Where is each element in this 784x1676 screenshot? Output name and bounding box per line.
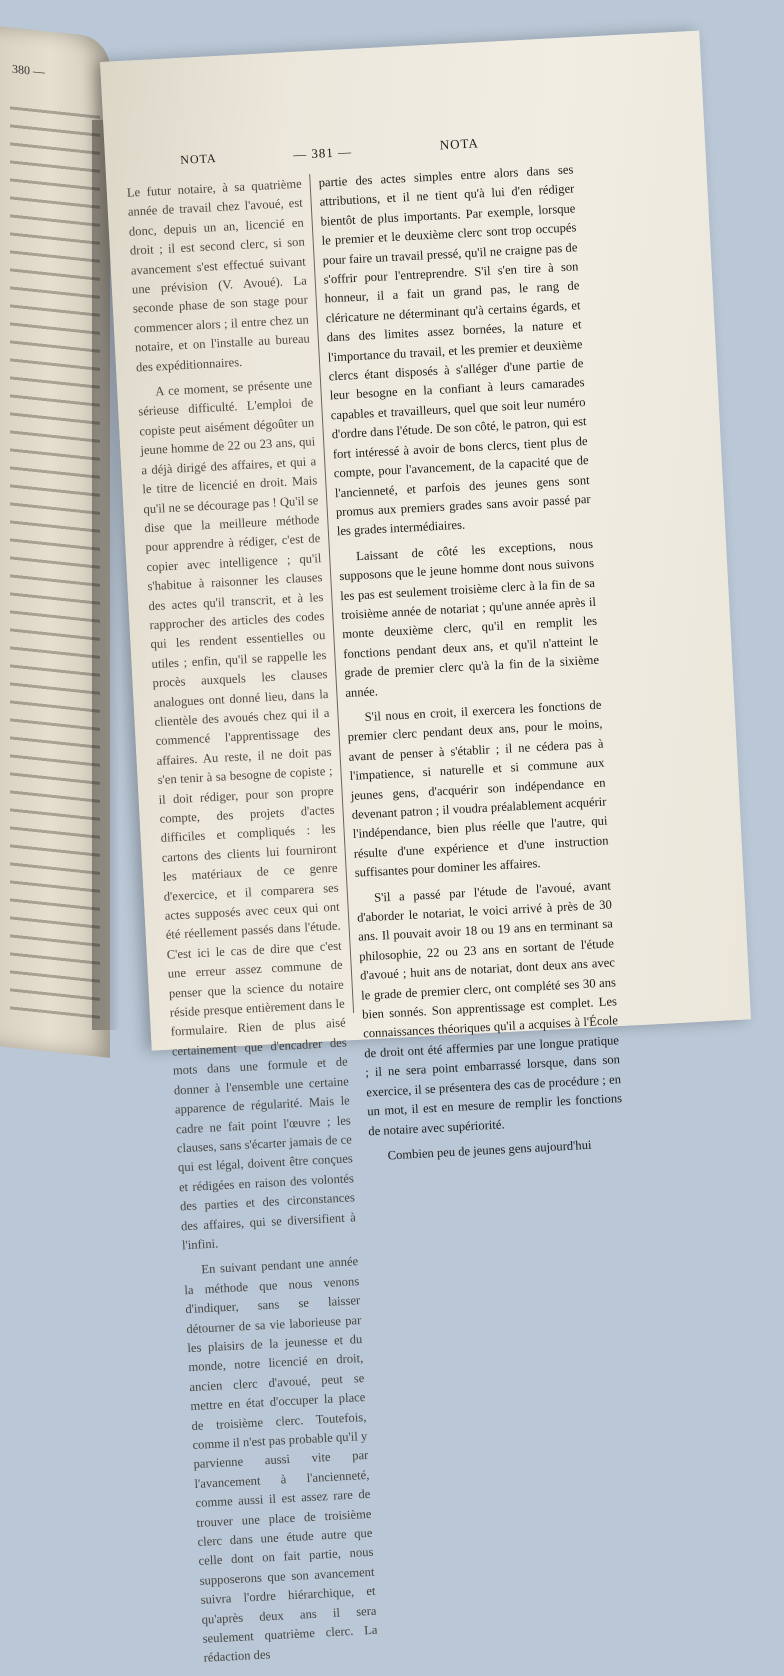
header-left: NOTA [179,151,217,167]
right-paragraph: Laissant de côté les exceptions, nous supposons que le jeune homme dont nous suivons les pas est seulement troisième clerc à la fin de sa troisième année de notariat ; qu'une année après il monte deuxième clerc, qu'il en remplit les fonctions pendant deux ans, et qu'il n'atteint le grade de premier clerc qu'à la fin de la sixième année. [338,536,600,700]
left-paragraph: En suivant pendant une année la méthode que nous venons d'indiquer, sans se laisser détourner de sa vie laborieuse par les plaisirs de la jeunesse et du monde, notre licencié en droit, ancien clerc d'avoué, peut se mettre en état d'occuper la place de troisième clerc. Toutefois, comme il n'est pas probable qu'il y parvienne aussi vite par l'avancement à l'ancienneté, comme aussi il est assez rare de trouver une place de troisième clerc dans une étude autre que celle dont on fait partie, nous supposerons que son avancement suivra l'ordre hiérarchique, et qu'après deux ans il sera seulement quatrième clerc. La rédaction des [184,1254,378,1666]
right-paragraph: partie des actes simples entre alors dans ses attributions, et il ne tient qu'à lui d'en rédiger bientôt de plus importants. Par exemple, lorsque le premier et le deuxième clerc sont trop occupés pour faire un travail pressé, qu'il ne craigne pas de s'offrir pour l'entreprendre. S'il s'en tire à son honneur, il a fait un grand pas, le rang de cléricature ne déterminant qu'à certains égards, et dans des limites assez bornées, la nature et l'importance du travail, et les premier et deuxième clercs étant disposés à s'alléger d'une partie de leur besogne en la confiant à leurs camarades capables et travailleurs, quel que soit leur numéro d'ordre dans l'étude. De son côté, le patron, qui est fort intéressé à avoir de bons clercs, tient plus de compte, pour l'avancement, de la capacité que de l'ancienneté, et parfois des jeunes gens sont promus aux premiers grades sans avoir passé par les grades intermédiaires. [318,162,591,539]
right-column [318,160,625,1172]
header-right: NOTA [439,135,480,153]
left-paragraph: A ce moment, se présente une sérieuse difficulté. L'emploi de copiste peut aisément dégoûter un jeune homme de 22 ou 23 ans, qui a déjà dirigé des affaires, et qui a le titre de licencié en droit. Mais qu'il ne se décourage pas ! Qu'il se dise que la meilleure méthode pour apprendre à rédiger, c'est de copier avec intelligence ; qu'il s'habitue à raisonner les clauses des actes qu'il transcrit, et à les rapprocher des articles des codes qui les rendent essentielles ou utiles ; enfin, qu'il se rappelle les procès auxquels les clauses analogues ont donné lieu, dans la clientèle des avoués chez qui il a commencé l'apprentissage des affaires. Au reste, il ne doit pas s'en tenir à sa besogne de copiste ; il doit rédiger, pour son propre compte, des projets d'actes difficiles et compliqués : les cartons des clients lui fourniront les matériaux de ce genre d'exercice, et il comparera ses actes supposés avec ceux qui ont été réellement passés dans l'étude. C'est ici le cas de dire que c'est une erreur assez commune de penser que la science du notaire réside presque entièrement dans le formulaire. Rien de plus aisé certainement que d'encadrer des mots dans une formule et de donner à l'ensemble une certaine apparence de régularité. Mais le cadre ne fait point l'œuvre ; les clauses, sans s'écarter jamais de ce qui est légal, doivent être conçues et rédigées en raison des volontés des parties et des circonstances des affaires, qui se diversifient à l'infini. [138,376,357,1253]
left-paragraph: Le futur notaire, à sa quatrième année de travail chez l'avoué, est donc, depuis un an, licencié en droit ; il est second clerc, si son avancement s'est effectué suivant une prévision (V. Avoué). La seconde phase de son stage pour commencer alors ; il entre chez un notaire, et on l'installe au bureau des expéditionnaires. [126,176,311,375]
page-number: — 381 — [292,143,353,163]
left-page-number: 380 — [12,61,45,80]
right-paragraph: S'il a passé par l'étude de l'avoué, avant d'aborder le notariat, le voici arrivé à près de 30 ans. Il pouvait avoir 18 ou 19 ans en terminant sa philosophie, 22 ou 23 ans en sortant de l'étude d'avoué ; huit ans de notariat, dont deux ans avec le grade de premier clerc, ont complété ses 30 ans bien sonnés. Son apprentissage est complet. Les connaissances théoriques qu'il a acquises à l'École de droit ont été affermies par une longue pratique ; il ne sera point embarrassé lorsque, dans son exercice, il se présentera des cas de procédure ; en un mot, il est en mesure de remplir les fonctions de notaire avec supériorité. [356,878,623,1138]
right-paragraph: Combien peu de jeunes gens aujourd'hui [387,1137,592,1163]
left-page-text-blur [10,97,100,1026]
right-page [100,31,751,1666]
right-paragraph: S'il nous en croit, il exercera les fonctions de premier clerc pendant deux ans, pour le moins, avant de penser à s'établir ; il ne cédera pas à l'impatience, si naturelle et si commune aux jeunes gens, d'acquérir son indépendance en devenant patron ; il voudra préalablement acquérir l'indépendance, bien plus réelle que l'autre, qui résulte d'une expérience et d'une instruction suffisantes pour dominer les affaires. [347,697,609,880]
page-content [125,127,686,1666]
